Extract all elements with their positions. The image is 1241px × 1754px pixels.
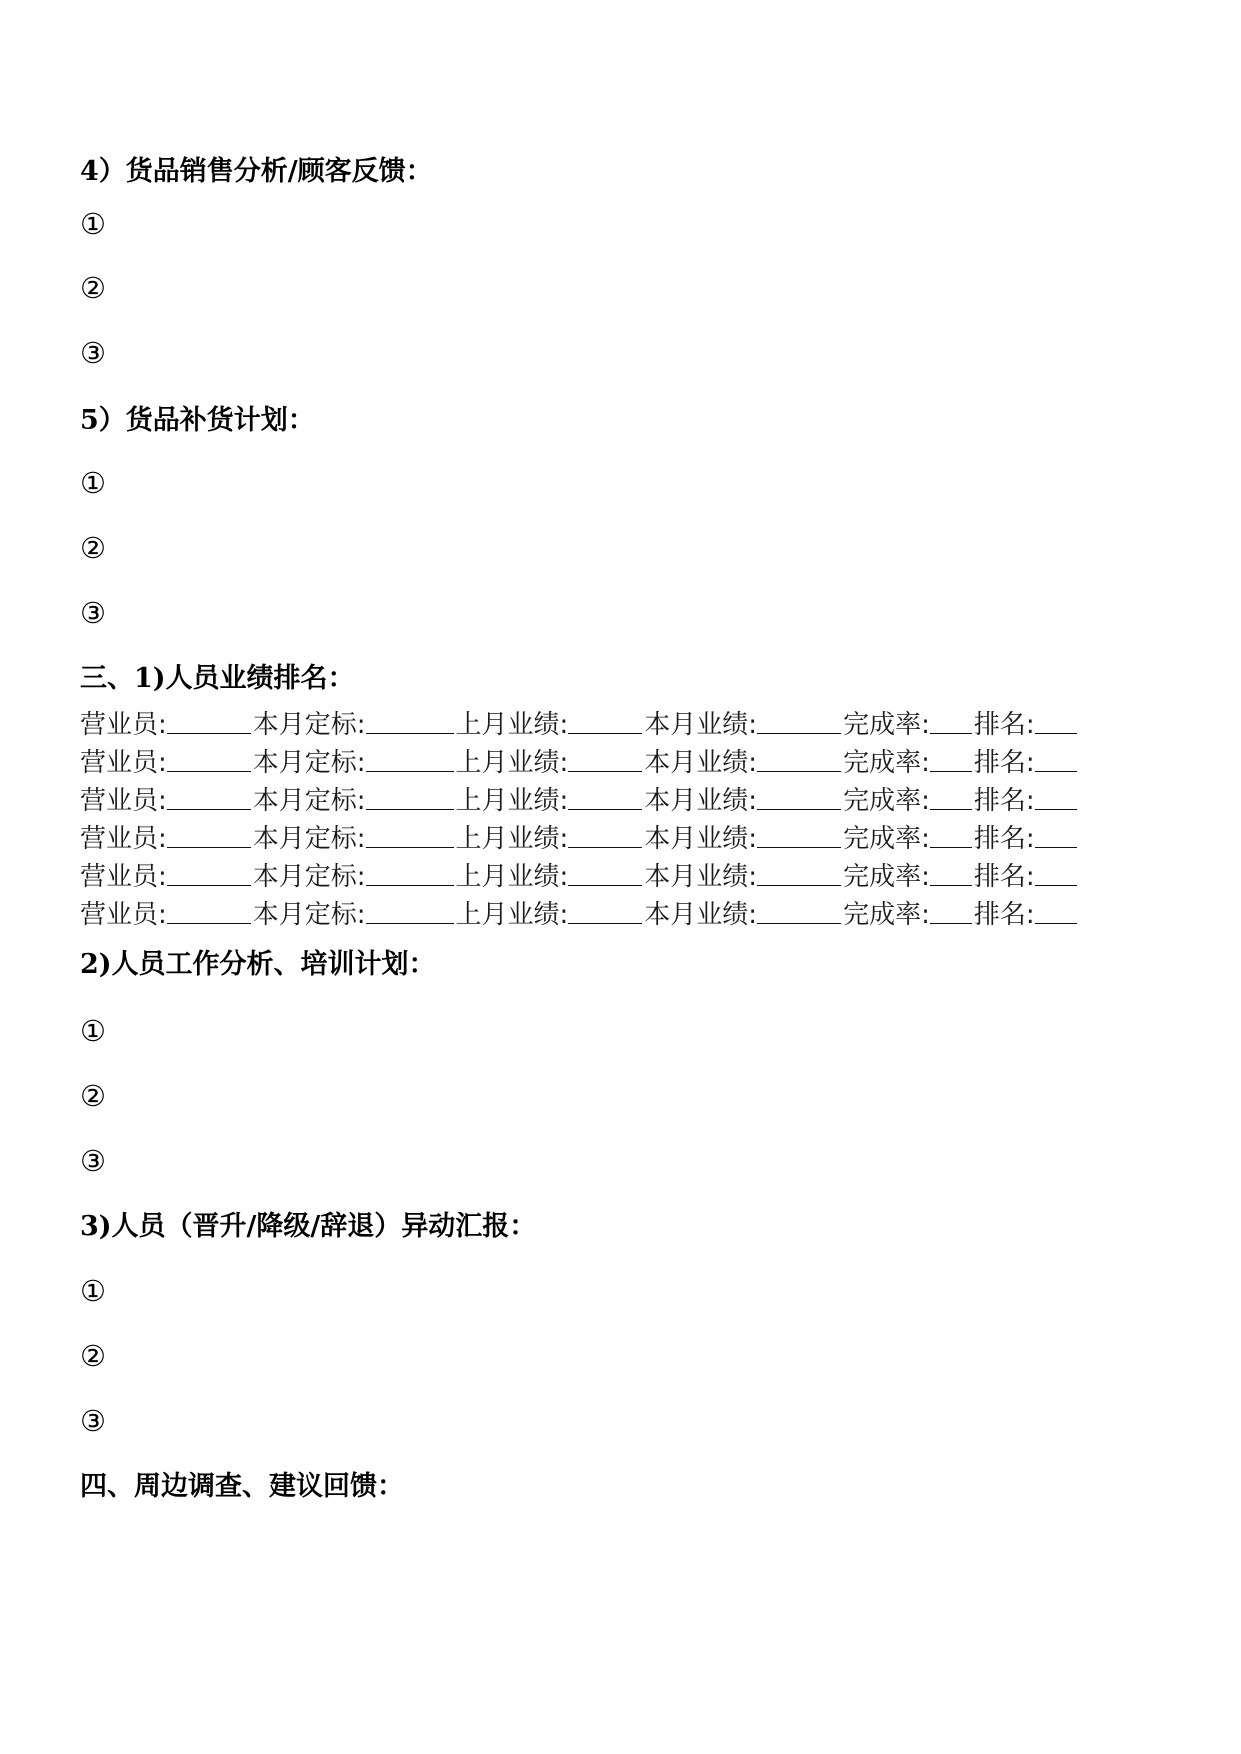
monthly-target-label: 本月定标: [252, 786, 366, 816]
monthly-target-label: 本月定标: [252, 710, 366, 740]
staff-ranking-heading: 三、1)人员业绩排名： [80, 663, 355, 694]
this-month-label: 本月业绩: [644, 786, 758, 816]
salesperson-blank[interactable] [167, 782, 251, 810]
last-month-label: 上月业绩: [455, 710, 569, 740]
completion-blank[interactable] [930, 782, 972, 810]
personnel-changes-item-2: ② [80, 1339, 106, 1373]
rank-label: 排名: [973, 748, 1035, 778]
last-month-blank[interactable] [568, 706, 642, 734]
rank-blank[interactable] [1035, 858, 1077, 886]
sales-analysis-heading: 4）货品销售分析/顾客反馈： [80, 156, 433, 187]
salesperson-label: 营业员: [80, 710, 167, 740]
last-month-blank[interactable] [568, 820, 642, 848]
monthly-target-blank[interactable] [366, 858, 454, 886]
completion-blank[interactable] [930, 858, 972, 886]
restock-plan-item-2: ② [80, 531, 106, 565]
monthly-target-label: 本月定标: [252, 824, 366, 854]
completion-blank[interactable] [930, 896, 972, 924]
rank-label: 排名: [973, 786, 1035, 816]
salesperson-label: 营业员: [80, 748, 167, 778]
this-month-label: 本月业绩: [644, 824, 758, 854]
monthly-target-blank[interactable] [366, 820, 454, 848]
sales-analysis-item-3: ③ [80, 336, 106, 370]
rank-label: 排名: [973, 710, 1035, 740]
this-month-blank[interactable] [757, 858, 841, 886]
staff-ranking-row [80, 744, 1079, 782]
this-month-blank[interactable] [757, 896, 841, 924]
salesperson-blank[interactable] [167, 706, 251, 734]
monthly-target-blank[interactable] [366, 706, 454, 734]
salesperson-blank[interactable] [167, 744, 251, 772]
completion-label: 完成率: [843, 900, 930, 930]
staff-ranking-row [80, 820, 1079, 858]
rank-label: 排名: [973, 900, 1035, 930]
last-month-label: 上月业绩: [455, 786, 569, 816]
restock-plan-heading: 5）货品补货计划： [80, 405, 315, 436]
this-month-blank[interactable] [757, 782, 841, 810]
work-analysis-item-2: ② [80, 1079, 106, 1113]
personnel-changes-heading: 3)人员（晋升/降级/辞退）异动汇报： [80, 1211, 537, 1242]
completion-label: 完成率: [843, 862, 930, 892]
monthly-target-blank[interactable] [366, 782, 454, 810]
sales-analysis-item-2: ② [80, 271, 106, 305]
personnel-changes-item-3: ③ [80, 1404, 106, 1438]
staff-ranking-row [80, 706, 1079, 744]
personnel-changes-item-1: ① [80, 1274, 106, 1308]
completion-label: 完成率: [843, 786, 930, 816]
last-month-blank[interactable] [568, 782, 642, 810]
rank-blank[interactable] [1035, 706, 1077, 734]
completion-label: 完成率: [843, 748, 930, 778]
rank-blank[interactable] [1035, 820, 1077, 848]
rank-label: 排名: [973, 824, 1035, 854]
staff-ranking-row [80, 782, 1079, 820]
salesperson-label: 营业员: [80, 862, 167, 892]
monthly-target-label: 本月定标: [252, 748, 366, 778]
salesperson-label: 营业员: [80, 786, 167, 816]
restock-plan-item-3: ③ [80, 596, 106, 630]
survey-heading: 四、周边调查、建议回馈： [80, 1471, 404, 1502]
this-month-label: 本月业绩: [644, 710, 758, 740]
rank-label: 排名: [973, 862, 1035, 892]
salesperson-blank[interactable] [167, 896, 251, 924]
this-month-label: 本月业绩: [644, 900, 758, 930]
this-month-blank[interactable] [757, 820, 841, 848]
completion-blank[interactable] [930, 744, 972, 772]
completion-blank[interactable] [930, 706, 972, 734]
salesperson-label: 营业员: [80, 824, 167, 854]
this-month-blank[interactable] [757, 706, 841, 734]
staff-ranking-row [80, 858, 1079, 896]
rank-blank[interactable] [1035, 744, 1077, 772]
sales-analysis-item-1: ① [80, 207, 106, 241]
rank-blank[interactable] [1035, 782, 1077, 810]
salesperson-blank[interactable] [167, 858, 251, 886]
staff-ranking-row [80, 896, 1079, 934]
monthly-target-label: 本月定标: [252, 862, 366, 892]
last-month-blank[interactable] [568, 858, 642, 886]
completion-label: 完成率: [843, 710, 930, 740]
work-analysis-item-1: ① [80, 1014, 106, 1048]
staff-ranking-table [80, 706, 1079, 934]
monthly-target-blank[interactable] [366, 896, 454, 924]
last-month-label: 上月业绩: [455, 824, 569, 854]
this-month-label: 本月业绩: [644, 862, 758, 892]
last-month-label: 上月业绩: [455, 862, 569, 892]
work-analysis-item-3: ③ [80, 1144, 106, 1178]
last-month-label: 上月业绩: [455, 748, 569, 778]
salesperson-blank[interactable] [167, 820, 251, 848]
rank-blank[interactable] [1035, 896, 1077, 924]
this-month-label: 本月业绩: [644, 748, 758, 778]
this-month-blank[interactable] [757, 744, 841, 772]
monthly-target-label: 本月定标: [252, 900, 366, 930]
last-month-blank[interactable] [568, 744, 642, 772]
work-analysis-heading: 2)人员工作分析、培训计划： [80, 949, 436, 980]
salesperson-label: 营业员: [80, 900, 167, 930]
completion-label: 完成率: [843, 824, 930, 854]
completion-blank[interactable] [930, 820, 972, 848]
last-month-blank[interactable] [568, 896, 642, 924]
restock-plan-item-1: ① [80, 466, 106, 500]
last-month-label: 上月业绩: [455, 900, 569, 930]
monthly-target-blank[interactable] [366, 744, 454, 772]
